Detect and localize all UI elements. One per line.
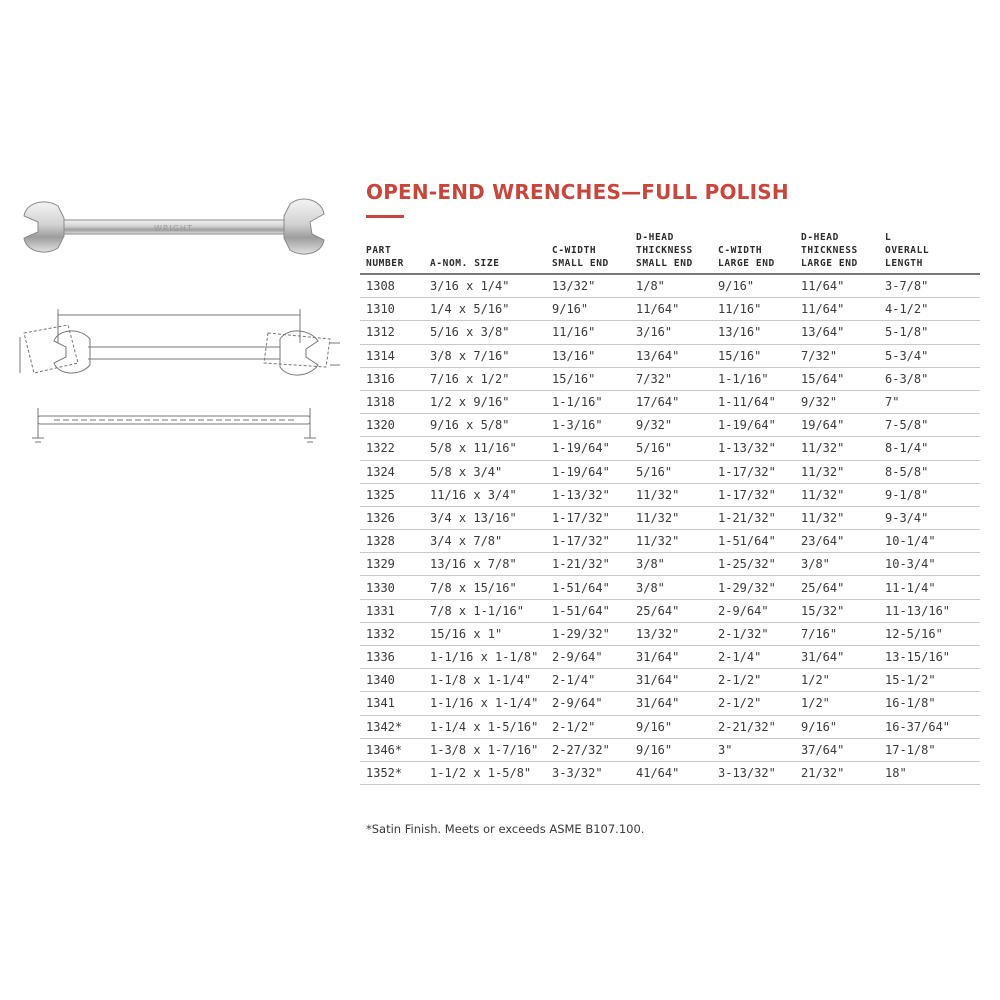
- cell-part-number: 1326: [360, 506, 424, 529]
- cell-overall-length: 17-1/8": [879, 738, 980, 761]
- cell-overall-length: 3-7/8": [879, 274, 980, 298]
- table-row: [360, 414, 980, 437]
- cell-d-head-large: 11/32": [795, 483, 879, 506]
- cell-nominal-size: 15/16 x 1": [424, 622, 546, 645]
- col-header-overall-length: L OVERALL LENGTH: [879, 229, 980, 274]
- cell-nominal-size: 1-1/8 x 1-1/4": [424, 669, 546, 692]
- cell-nominal-size: 5/16 x 3/8": [424, 321, 546, 344]
- cell-d-head-small: 11/64": [630, 298, 712, 321]
- cell-d-head-small: 3/8": [630, 576, 712, 599]
- cell-part-number: 1342*: [360, 715, 424, 738]
- cell-c-width-small: 1-19/64": [546, 460, 630, 483]
- cell-d-head-large: 21/32": [795, 761, 879, 784]
- cell-c-width-large: 2-21/32": [712, 715, 795, 738]
- cell-overall-length: 18": [879, 761, 980, 784]
- cell-part-number: 1332: [360, 622, 424, 645]
- table-row: [360, 576, 980, 599]
- cell-d-head-small: 5/16": [630, 437, 712, 460]
- cell-d-head-small: 41/64": [630, 761, 712, 784]
- cell-part-number: 1324: [360, 460, 424, 483]
- cell-d-head-small: 25/64": [630, 599, 712, 622]
- cell-c-width-small: 2-9/64": [546, 692, 630, 715]
- cell-d-head-large: 15/64": [795, 367, 879, 390]
- cell-d-head-large: 11/32": [795, 460, 879, 483]
- cell-overall-length: 12-5/16": [879, 622, 980, 645]
- title-underline: [366, 215, 404, 218]
- cell-c-width-large: 1-21/32": [712, 506, 795, 529]
- cell-d-head-small: 31/64": [630, 692, 712, 715]
- cell-overall-length: 4-1/2": [879, 298, 980, 321]
- cell-d-head-large: 1/2": [795, 669, 879, 692]
- table-row: [360, 483, 980, 506]
- cell-part-number: 1329: [360, 553, 424, 576]
- table-row: [360, 298, 980, 321]
- cell-d-head-small: 7/32": [630, 367, 712, 390]
- table-row: [360, 646, 980, 669]
- cell-d-head-small: 13/64": [630, 344, 712, 367]
- cell-c-width-small: 1-3/16": [546, 414, 630, 437]
- cell-c-width-small: 1-19/64": [546, 437, 630, 460]
- cell-nominal-size: 1/2 x 9/16": [424, 390, 546, 413]
- table-row: [360, 460, 980, 483]
- col-header-c-width-large: C-WIDTH LARGE END: [712, 229, 795, 274]
- cell-c-width-small: 2-1/4": [546, 669, 630, 692]
- cell-c-width-large: 1-11/64": [712, 390, 795, 413]
- cell-overall-length: 5-3/4": [879, 344, 980, 367]
- cell-d-head-large: 11/64": [795, 298, 879, 321]
- cell-part-number: 1322: [360, 437, 424, 460]
- cell-c-width-large: 2-1/32": [712, 622, 795, 645]
- cell-d-head-small: 1/8": [630, 274, 712, 298]
- cell-d-head-large: 3/8": [795, 553, 879, 576]
- cell-overall-length: 9-1/8": [879, 483, 980, 506]
- col-header-part-number: PART NUMBER: [360, 229, 424, 274]
- cell-part-number: 1320: [360, 414, 424, 437]
- cell-c-width-small: 1-13/32": [546, 483, 630, 506]
- cell-c-width-small: 15/16": [546, 367, 630, 390]
- table-row: [360, 344, 980, 367]
- cell-c-width-large: 1-17/32": [712, 460, 795, 483]
- cell-d-head-small: 13/32": [630, 622, 712, 645]
- table-row: [360, 669, 980, 692]
- cell-nominal-size: 9/16 x 5/8": [424, 414, 546, 437]
- cell-c-width-large: 1-13/32": [712, 437, 795, 460]
- cell-part-number: 1328: [360, 530, 424, 553]
- cell-d-head-large: 11/64": [795, 274, 879, 298]
- cell-c-width-large: 1-1/16": [712, 367, 795, 390]
- cell-c-width-small: 1-29/32": [546, 622, 630, 645]
- cell-nominal-size: 5/8 x 11/16": [424, 437, 546, 460]
- cell-nominal-size: 1-1/16 x 1-1/8": [424, 646, 546, 669]
- cell-d-head-large: 9/16": [795, 715, 879, 738]
- cell-overall-length: 8-5/8": [879, 460, 980, 483]
- cell-overall-length: 8-1/4": [879, 437, 980, 460]
- cell-overall-length: 10-1/4": [879, 530, 980, 553]
- cell-overall-length: 15-1/2": [879, 669, 980, 692]
- table-body: [360, 274, 980, 785]
- cell-nominal-size: 3/4 x 13/16": [424, 506, 546, 529]
- cell-nominal-size: 1-1/2 x 1-5/8": [424, 761, 546, 784]
- cell-d-head-large: 19/64": [795, 414, 879, 437]
- cell-d-head-large: 7/16": [795, 622, 879, 645]
- cell-d-head-large: 25/64": [795, 576, 879, 599]
- cell-d-head-small: 5/16": [630, 460, 712, 483]
- cell-c-width-large: 1-17/32": [712, 483, 795, 506]
- cell-c-width-large: 1-19/64": [712, 414, 795, 437]
- cell-c-width-small: 1-17/32": [546, 506, 630, 529]
- cell-part-number: 1340: [360, 669, 424, 692]
- cell-part-number: 1308: [360, 274, 424, 298]
- cell-c-width-large: 3-13/32": [712, 761, 795, 784]
- cell-c-width-small: 1-51/64": [546, 599, 630, 622]
- cell-c-width-large: 1-25/32": [712, 553, 795, 576]
- cell-overall-length: 5-1/8": [879, 321, 980, 344]
- cell-d-head-large: 7/32": [795, 344, 879, 367]
- cell-d-head-small: 31/64": [630, 669, 712, 692]
- cell-c-width-small: 9/16": [546, 298, 630, 321]
- col-header-c-width-small: C-WIDTH SMALL END: [546, 229, 630, 274]
- cell-c-width-small: 11/16": [546, 321, 630, 344]
- cell-part-number: 1325: [360, 483, 424, 506]
- cell-d-head-small: 9/16": [630, 738, 712, 761]
- cell-d-head-large: 23/64": [795, 530, 879, 553]
- cell-nominal-size: 13/16 x 7/8": [424, 553, 546, 576]
- cell-overall-length: 16-1/8": [879, 692, 980, 715]
- cell-nominal-size: 1-1/16 x 1-1/4": [424, 692, 546, 715]
- cell-overall-length: 16-37/64": [879, 715, 980, 738]
- cell-d-head-large: 15/32": [795, 599, 879, 622]
- table-row: [360, 390, 980, 413]
- cell-d-head-large: 1/2": [795, 692, 879, 715]
- table-row: [360, 622, 980, 645]
- wrench-illustrations: [0, 0, 360, 470]
- cell-c-width-small: 1-1/16": [546, 390, 630, 413]
- brand-mark: WRIGHT: [154, 224, 193, 233]
- cell-nominal-size: 1-3/8 x 1-7/16": [424, 738, 546, 761]
- cell-part-number: 1312: [360, 321, 424, 344]
- table-row: [360, 274, 980, 298]
- cell-part-number: 1331: [360, 599, 424, 622]
- cell-c-width-large: 2-9/64": [712, 599, 795, 622]
- table-row: [360, 738, 980, 761]
- cell-overall-length: 11-13/16": [879, 599, 980, 622]
- table-row: [360, 321, 980, 344]
- cell-overall-length: 10-3/4": [879, 553, 980, 576]
- cell-overall-length: 9-3/4": [879, 506, 980, 529]
- table-row: [360, 506, 980, 529]
- cell-d-head-small: 3/16": [630, 321, 712, 344]
- cell-overall-length: 13-15/16": [879, 646, 980, 669]
- cell-nominal-size: 3/16 x 1/4": [424, 274, 546, 298]
- cell-nominal-size: 3/8 x 7/16": [424, 344, 546, 367]
- cell-d-head-small: 11/32": [630, 506, 712, 529]
- cell-c-width-large: 2-1/4": [712, 646, 795, 669]
- cell-overall-length: 11-1/4": [879, 576, 980, 599]
- cell-nominal-size: 3/4 x 7/8": [424, 530, 546, 553]
- cell-c-width-large: 9/16": [712, 274, 795, 298]
- wrench-side-view-diagram: [24, 404, 324, 448]
- cell-part-number: 1310: [360, 298, 424, 321]
- wrench-photo: [16, 194, 328, 260]
- cell-d-head-small: 17/64": [630, 390, 712, 413]
- cell-nominal-size: 5/8 x 3/4": [424, 460, 546, 483]
- cell-nominal-size: 7/16 x 1/2": [424, 367, 546, 390]
- cell-c-width-small: 1-21/32": [546, 553, 630, 576]
- cell-d-head-small: 11/32": [630, 483, 712, 506]
- cell-nominal-size: 11/16 x 3/4": [424, 483, 546, 506]
- cell-part-number: 1346*: [360, 738, 424, 761]
- page-title: OPEN-END WRENCHES—FULL POLISH: [366, 180, 789, 204]
- cell-d-head-large: 11/32": [795, 506, 879, 529]
- cell-d-head-large: 11/32": [795, 437, 879, 460]
- wrench-top-view-diagram: [18, 303, 348, 393]
- cell-c-width-large: 3": [712, 738, 795, 761]
- cell-part-number: 1330: [360, 576, 424, 599]
- cell-overall-length: 7": [879, 390, 980, 413]
- cell-nominal-size: 7/8 x 1-1/16": [424, 599, 546, 622]
- cell-nominal-size: 1-1/4 x 1-5/16": [424, 715, 546, 738]
- footnote: *Satin Finish. Meets or exceeds ASME B107.100.: [366, 822, 645, 836]
- cell-c-width-large: 1-29/32": [712, 576, 795, 599]
- table-row: [360, 437, 980, 460]
- cell-c-width-large: 13/16": [712, 321, 795, 344]
- cell-d-head-large: 9/32": [795, 390, 879, 413]
- cell-c-width-large: 2-1/2": [712, 669, 795, 692]
- cell-part-number: 1318: [360, 390, 424, 413]
- cell-c-width-large: 1-51/64": [712, 530, 795, 553]
- col-header-d-head-large: D-HEAD THICKNESS LARGE END: [795, 229, 879, 274]
- table-row: [360, 367, 980, 390]
- cell-d-head-small: 9/16": [630, 715, 712, 738]
- cell-part-number: 1352*: [360, 761, 424, 784]
- table-row: [360, 530, 980, 553]
- cell-overall-length: 6-3/8": [879, 367, 980, 390]
- cell-part-number: 1341: [360, 692, 424, 715]
- table-row: [360, 692, 980, 715]
- cell-c-width-small: 13/32": [546, 274, 630, 298]
- col-header-d-head-small: D-HEAD THICKNESS SMALL END: [630, 229, 712, 274]
- cell-c-width-large: 15/16": [712, 344, 795, 367]
- wrench-spec-table: [360, 229, 980, 785]
- cell-c-width-small: 13/16": [546, 344, 630, 367]
- cell-c-width-small: 2-9/64": [546, 646, 630, 669]
- cell-overall-length: 7-5/8": [879, 414, 980, 437]
- cell-nominal-size: 1/4 x 5/16": [424, 298, 546, 321]
- cell-part-number: 1314: [360, 344, 424, 367]
- cell-c-width-large: 11/16": [712, 298, 795, 321]
- cell-part-number: 1316: [360, 367, 424, 390]
- cell-c-width-large: 2-1/2": [712, 692, 795, 715]
- cell-d-head-large: 37/64": [795, 738, 879, 761]
- cell-nominal-size: 7/8 x 15/16": [424, 576, 546, 599]
- col-header-nominal-size: A-NOM. SIZE: [424, 229, 546, 274]
- cell-part-number: 1336: [360, 646, 424, 669]
- cell-c-width-small: 1-17/32": [546, 530, 630, 553]
- table-header-row: [360, 229, 980, 274]
- cell-d-head-small: 11/32": [630, 530, 712, 553]
- cell-c-width-small: 1-51/64": [546, 576, 630, 599]
- cell-d-head-small: 3/8": [630, 553, 712, 576]
- table-header: [360, 229, 980, 274]
- cell-c-width-small: 3-3/32": [546, 761, 630, 784]
- table-row: [360, 715, 980, 738]
- table-row: [360, 599, 980, 622]
- cell-c-width-small: 2-27/32": [546, 738, 630, 761]
- table-row: [360, 553, 980, 576]
- cell-c-width-small: 2-1/2": [546, 715, 630, 738]
- cell-d-head-large: 31/64": [795, 646, 879, 669]
- cell-d-head-large: 13/64": [795, 321, 879, 344]
- table-row: [360, 761, 980, 784]
- cell-d-head-small: 31/64": [630, 646, 712, 669]
- cell-d-head-small: 9/32": [630, 414, 712, 437]
